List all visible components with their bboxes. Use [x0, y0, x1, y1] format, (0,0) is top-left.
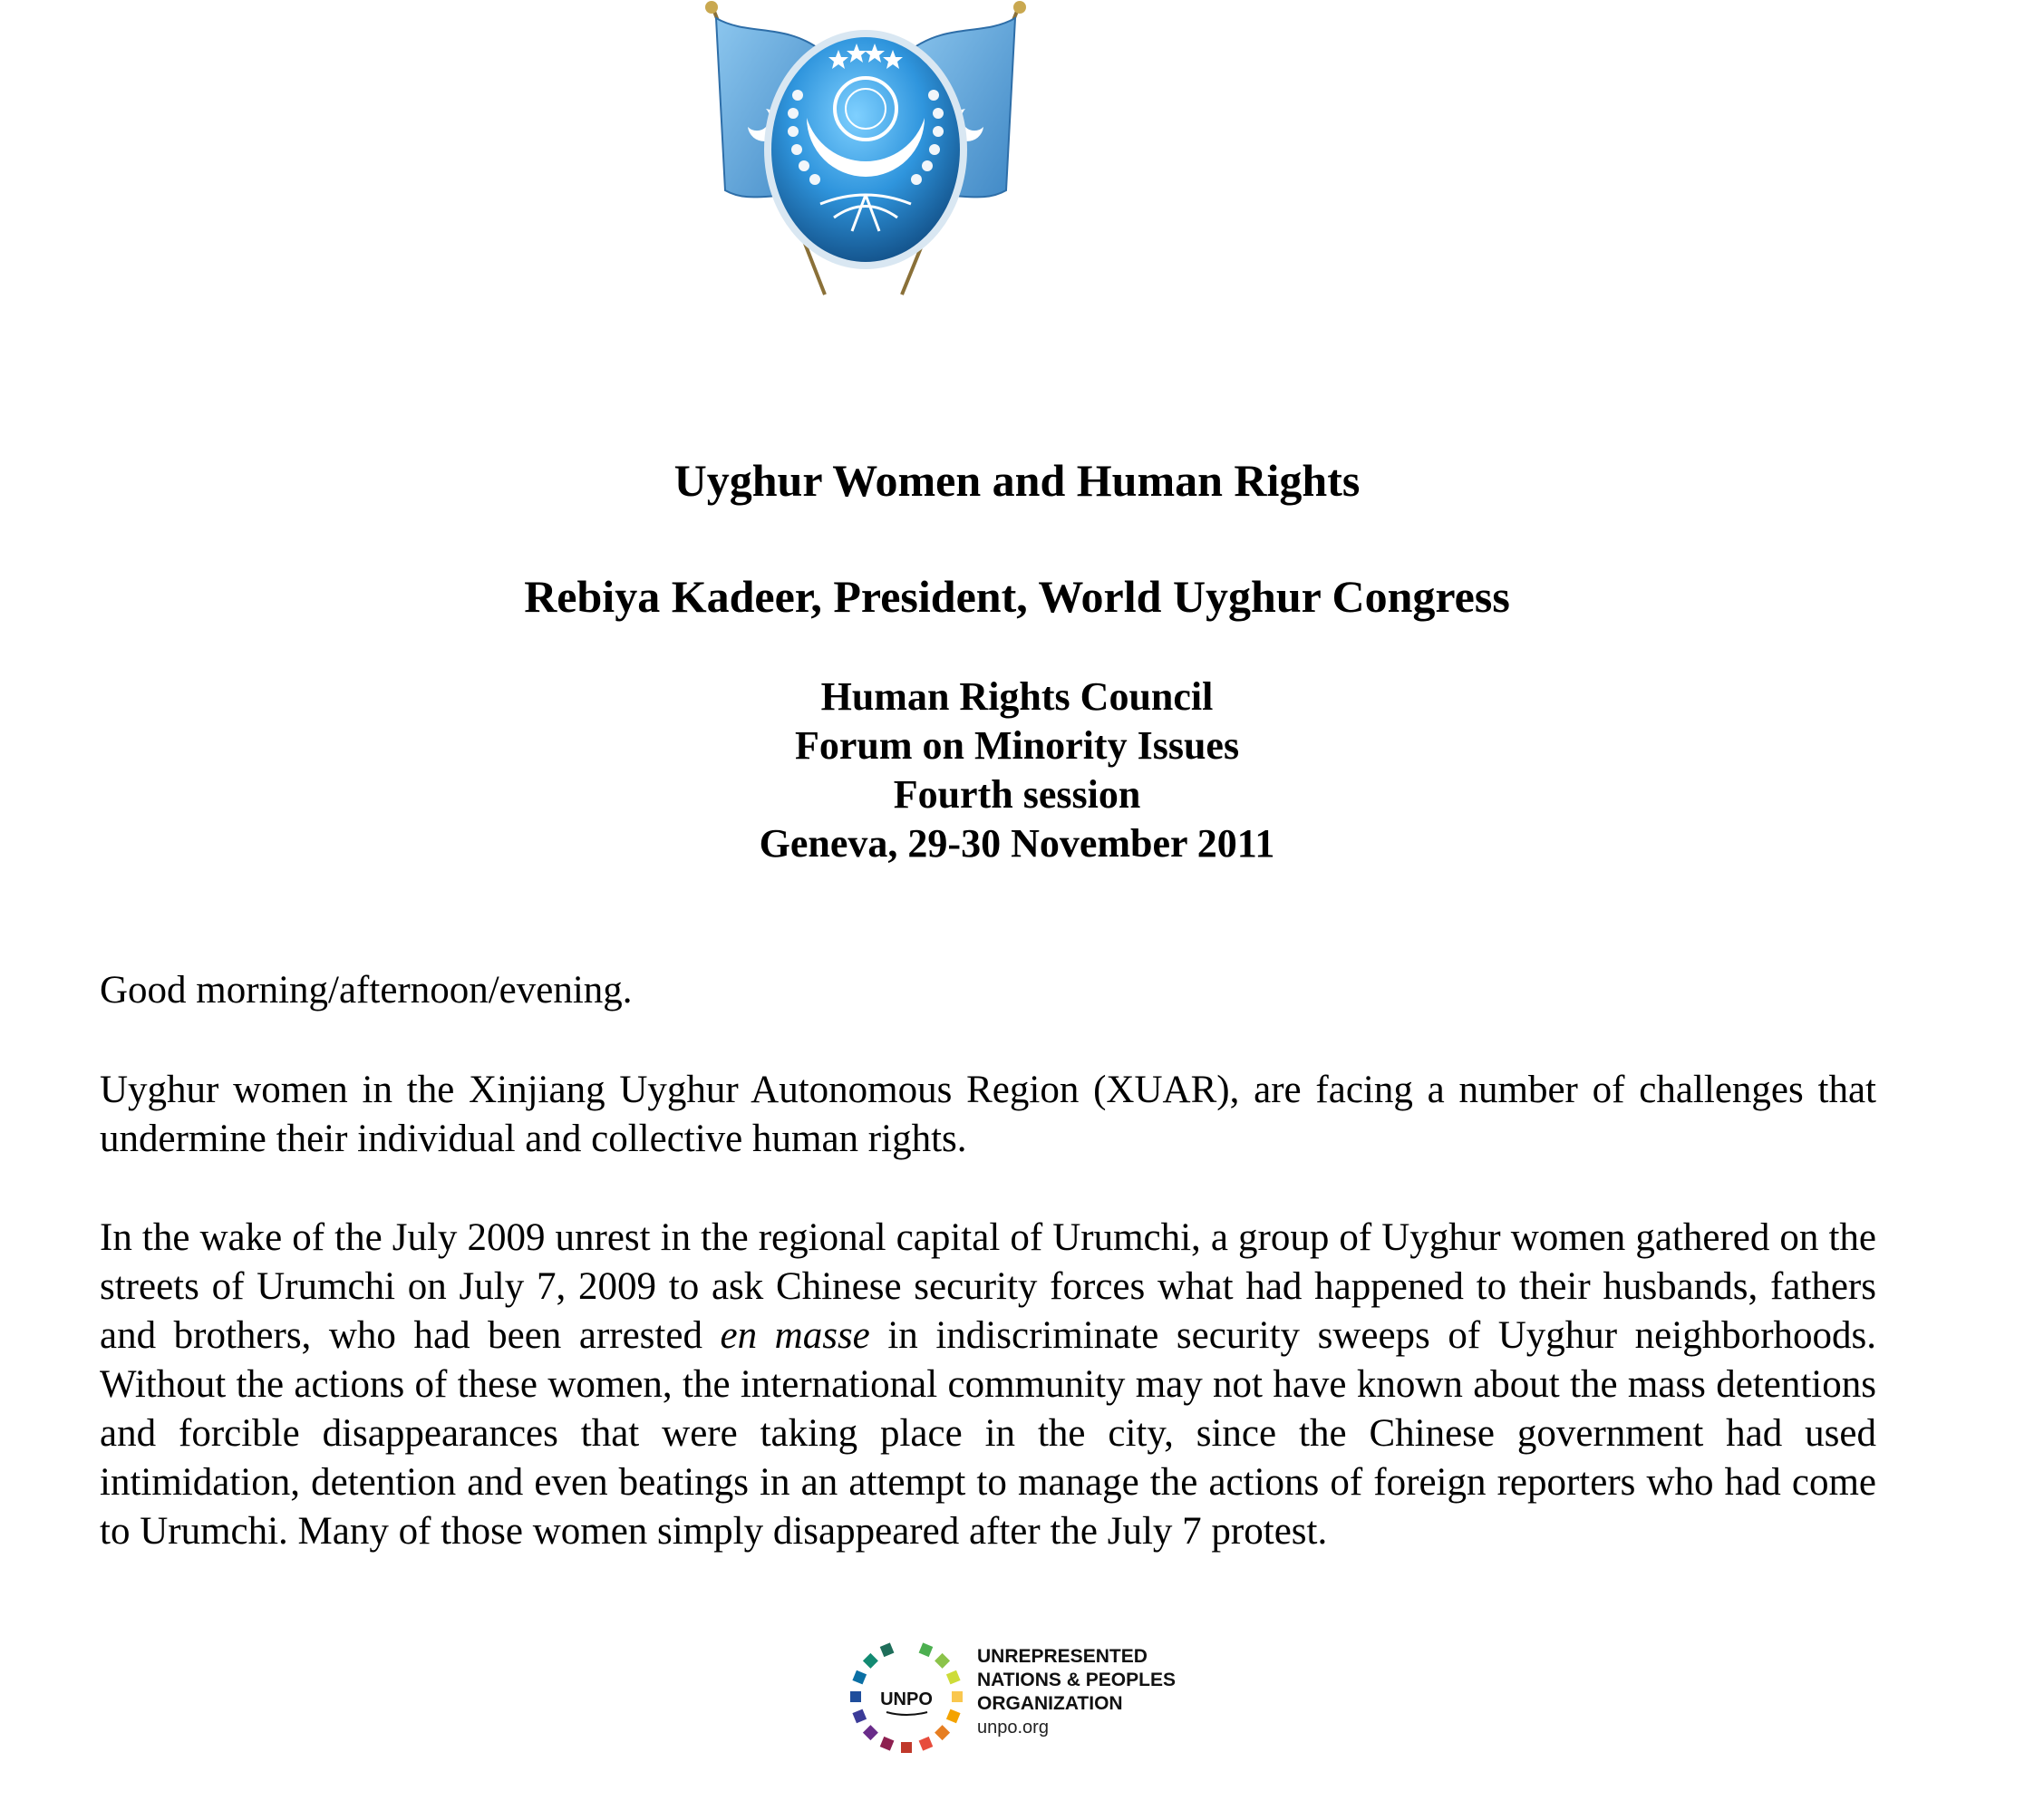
- unpo-ring-segment: [952, 1691, 963, 1702]
- unpo-ring-segment: [850, 1691, 861, 1702]
- paragraph-2-italic-phrase: en masse: [720, 1314, 870, 1357]
- unpo-ring-segment: [880, 1642, 895, 1657]
- unpo-ring-segment: [863, 1653, 878, 1669]
- event-council: Human Rights Council: [820, 674, 1214, 719]
- unpo-ring-segment: [919, 1642, 934, 1657]
- unpo-ring-segment: [919, 1737, 934, 1751]
- event-forum: Forum on Minority Issues: [794, 723, 1240, 768]
- unpo-ring-segment: [901, 1742, 912, 1753]
- event-location-date: Geneva, 29-30 November 2011: [759, 821, 1275, 866]
- unpo-ring-segment: [880, 1737, 895, 1751]
- body-paragraph-1: Uyghur women in the Xinjiang Uyghur Autonomous Region (XUAR), are facing a number of challenges that undermine their individual and collective human rights.: [100, 1069, 1876, 1160]
- event-session: Fourth session: [893, 772, 1141, 817]
- document-title: Uyghur Women and Human Rights: [673, 455, 1361, 506]
- unpo-ring-segment: [935, 1653, 950, 1669]
- greeting-paragraph: Good morning/afternoon/evening.: [100, 969, 633, 1012]
- org-website: unpo.org: [977, 1718, 1049, 1738]
- unpo-ring-segment: [935, 1725, 950, 1740]
- unpo-organization-name: [977, 1645, 1176, 1739]
- org-line-3: ORGANIZATION: [977, 1693, 1123, 1714]
- document-subtitle: Rebiya Kadeer, President, World Uyghur Congress: [524, 571, 1510, 622]
- unpo-logo-text: UNPO: [880, 1689, 933, 1709]
- uyghur-emblem-icon: [684, 0, 1047, 299]
- unpo-ring-segment: [946, 1709, 961, 1724]
- unpo-logo-icon: [846, 1636, 968, 1758]
- org-line-1: UNREPRESENTED: [977, 1646, 1148, 1667]
- paragraph-2-part-1: In the wake of the July 2009 unrest in the regional capital of Urumchi, a group of Uyghur women gathered on the streets of Urumchi on July 7, 2009 to ask Chinese security forces what had happened to their husbands, fathers and brothers, who had been arrested: [100, 1216, 1876, 1357]
- unpo-ring-segment: [852, 1670, 867, 1685]
- body-paragraph-2: [100, 1214, 1876, 1556]
- event-details: [0, 673, 2034, 868]
- unpo-ring-segment: [852, 1709, 867, 1724]
- org-line-2: NATIONS & PEOPLES: [977, 1670, 1176, 1690]
- paragraph-2-part-2: in indiscriminate security sweeps of Uyghur neighborhoods. Without the actions of these women, the international community may not have known about the mass detentions and forcible disappearances that were taking place in the city, since the Chinese government had used intimidation, detention and even beatings in an attempt to manage the actions of foreign reporters who had come to Urumchi. Many of those women simply disappeared after the July 7 protest.: [100, 1314, 1876, 1553]
- unpo-ring-segment: [863, 1725, 878, 1740]
- unpo-ring-segment: [946, 1670, 961, 1685]
